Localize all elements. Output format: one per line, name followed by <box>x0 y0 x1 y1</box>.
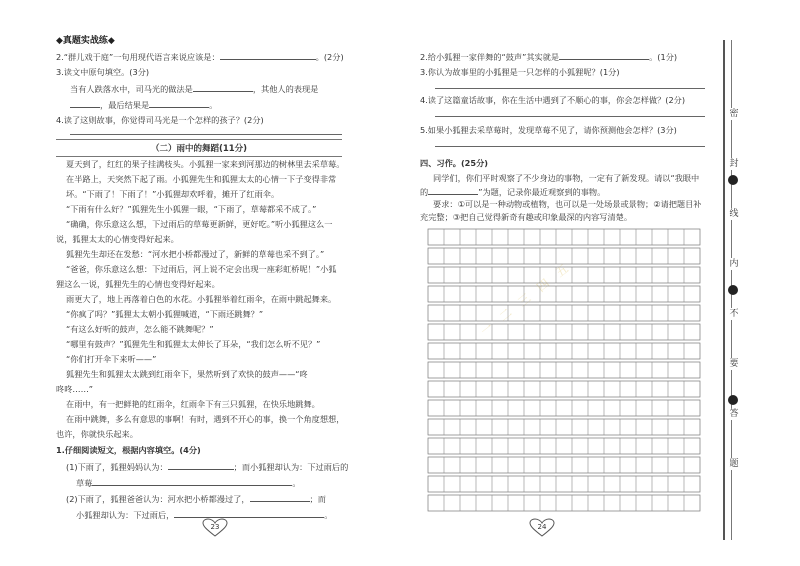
seal-char: 线 <box>727 208 741 220</box>
seal-char: 密 <box>727 108 741 120</box>
reading-question-1-title: 1.仔细阅读短文，根据内容填空。(4分) <box>56 445 201 455</box>
heart-icon <box>202 518 228 538</box>
seal-char: 内 <box>727 258 741 270</box>
story-line: 咚咚……” <box>56 384 93 394</box>
story-line: 也许，你就快乐起来。 <box>56 429 138 439</box>
writing-prompt-line-1: 同学们，你们平时观察了不少身边的事物，一定有了新发现。请以“我眼中 <box>433 173 700 183</box>
grid-row[interactable] <box>428 362 700 378</box>
story-line: 夏天到了，红红的果子挂满枝头。小狐狸一家来到河那边的树林里去采草莓。 <box>66 159 345 169</box>
answer-blank[interactable] <box>220 51 316 60</box>
question-3-title: 3.读文中原句填空。(3分) <box>56 67 150 77</box>
section-banner: ◆真题实战练◆ <box>56 36 115 46</box>
story-line: 在雨中跳舞，多么有意思的事啊！有时，遇到不开心的事，换一个角度想想， <box>66 414 345 424</box>
story-line: 雨更大了，地上再落着白色的水花。小狐狸举着红雨伞，在雨中跳起舞来。 <box>66 294 337 304</box>
answer-blank[interactable] <box>559 51 649 60</box>
grid-row[interactable] <box>428 229 700 245</box>
question-3-line-2: ，最后结果是 。 <box>70 99 217 111</box>
story-line: 在雨中，有一把鲜艳的红雨伞，红雨伞下有三只狐狸，在快乐地跳舞。 <box>66 399 320 409</box>
grid-row[interactable] <box>428 324 700 340</box>
story-line: “确确，你乐意这么想，下过雨后的草莓更新鲜，更好吃。”听小狐狸这么一 <box>66 219 333 229</box>
story-line: 坏。“下雨了！下雨了！”小狐狸却欢呼着，摊开了红雨伞。 <box>66 189 280 199</box>
seal-char: 不 <box>727 308 741 320</box>
grid-row[interactable] <box>428 457 700 473</box>
answer-blank[interactable] <box>70 99 100 108</box>
seal-line <box>723 40 725 540</box>
answer-blank[interactable] <box>193 83 253 92</box>
answer-blank[interactable] <box>174 509 324 518</box>
answer-line[interactable] <box>70 134 342 135</box>
grid-row[interactable] <box>428 343 700 359</box>
grid-row[interactable] <box>428 381 700 397</box>
question-3-line-1: 当有人跌落水中，司马光的做法是 ，其他人的表现是 <box>70 84 319 94</box>
answer-line[interactable] <box>435 116 705 117</box>
grid-row[interactable] <box>428 495 700 511</box>
answer-line[interactable] <box>435 146 705 147</box>
writing-requirement-line-2: 充完整；③把自己觉得新奇有趣或印象最深的内容写清楚。 <box>420 212 633 222</box>
page-number-label: 24 <box>537 523 547 531</box>
grid-row[interactable] <box>428 438 700 454</box>
title-blank[interactable] <box>428 186 478 195</box>
question-5: 5.如果小狐狸去采草莓时，发现草莓不见了，请你预测他会怎样？(3分) <box>420 125 677 135</box>
answer-blank[interactable] <box>92 477 292 486</box>
reading-question-1-part-1-cont: 草莓 。 <box>76 478 301 488</box>
page-number <box>200 518 230 538</box>
grid-row[interactable] <box>428 419 700 435</box>
question-3: 3.你认为故事里的小狐狸是一只怎样的小狐狸呢？(1分) <box>420 67 620 77</box>
story-line: “你疯了吗？”狐狸太太朝小狐狸喊道，“下雨还跳舞？” <box>66 309 264 319</box>
reading-question-1-part-1: (1)下雨了，狐狸妈妈认为： ；而小狐狸却认为：下过雨后的 <box>66 462 349 472</box>
question-2: 2.“群儿戏于庭”一句用现代语言来说应该是： 。(2分) <box>56 52 344 62</box>
reading-question-1-part-2-cont: 小狐狸却认为：下过雨后， 。 <box>76 510 333 520</box>
answer-blank[interactable] <box>250 493 310 502</box>
question-4: 4.读了这则故事，你觉得司马光是一个怎样的孩子？(2分) <box>56 115 264 125</box>
story-line: “有这么好听的鼓声，怎么能不跳舞呢？” <box>66 324 214 334</box>
grid-lines <box>428 229 700 511</box>
story-line: “爸爸，你乐意这么想：下过雨后，河上说不定会出现一座彩虹桥呢！”小狐 <box>66 264 337 274</box>
story-line: “下雨有什么好？”狐狸先生小狐狸一眼，“下雨了，草莓都采不成了。” <box>66 204 317 214</box>
story-line: 狐狸先生和狐狸太太跳到红雨伞下，果然听到了欢快的鼓声——“咚 <box>66 369 308 379</box>
grid-row[interactable] <box>428 305 700 321</box>
story-line: 说，狐狸太太的心情变得好起来。 <box>56 234 179 244</box>
section-title: （二）雨中的舞蹈(11分) <box>56 139 342 157</box>
grid-row[interactable] <box>428 400 700 416</box>
answer-blank[interactable] <box>168 461 234 470</box>
seal-dot <box>728 175 738 185</box>
story-line: 狸这么一说，狐狸先生的心情也变得好起来。 <box>56 279 220 289</box>
writing-requirement-line-1: 要求：①可以是一种动物或植物，也可以是一处场景或景物；②请把题目补 <box>433 199 702 209</box>
story-line: 狐狸先生却还在发愁：“河水把小桥都漫过了，新鲜的草莓也采不到了。” <box>66 249 325 259</box>
question-4: 4.读了这篇童话故事，你在生活中遇到了不顺心的事，你会怎样做？(2分) <box>420 95 686 105</box>
story-line: “你们打开伞下来听——” <box>66 354 157 364</box>
writing-title: 四、习作。(25分) <box>420 158 489 168</box>
seal-char: 答 <box>727 408 741 420</box>
answer-blank[interactable] <box>149 99 209 108</box>
seal-char: 封 <box>727 158 741 170</box>
page-number <box>527 518 557 538</box>
answer-line[interactable] <box>435 88 705 89</box>
seal-char: 要 <box>727 358 741 370</box>
grid-row[interactable] <box>428 476 700 492</box>
writing-grid[interactable] <box>427 228 703 514</box>
reading-question-1-part-2: (2)下雨了，狐狸爸爸认为：河水把小桥都漫过了， ；而 <box>66 494 326 504</box>
question-2: 2.给小狐狸一家伴舞的“鼓声”其实就是 。(1分) <box>420 52 678 62</box>
seal-dot <box>728 395 738 405</box>
page-number-label: 23 <box>210 523 220 531</box>
watermark: 一 二 三 四 五 <box>477 259 575 339</box>
grid-row[interactable] <box>428 286 700 302</box>
writing-prompt-line-2: 的 ”为题，记录你最近观察到的事物。 <box>420 187 606 197</box>
heart-icon <box>529 518 555 538</box>
story-line: “哪里有鼓声？”狐狸先生和狐狸太太伸长了耳朵，“我们怎么听不见？” <box>66 339 321 349</box>
seal-char: 题 <box>727 458 741 470</box>
seal-dot <box>728 285 738 295</box>
left-page <box>0 0 395 566</box>
story-line: 在半路上，天突然下起了雨。小狐狸先生和狐狸太太的心情一下子变得非常 <box>66 174 337 184</box>
grid-row[interactable] <box>428 267 700 283</box>
grid-row[interactable] <box>428 248 700 264</box>
